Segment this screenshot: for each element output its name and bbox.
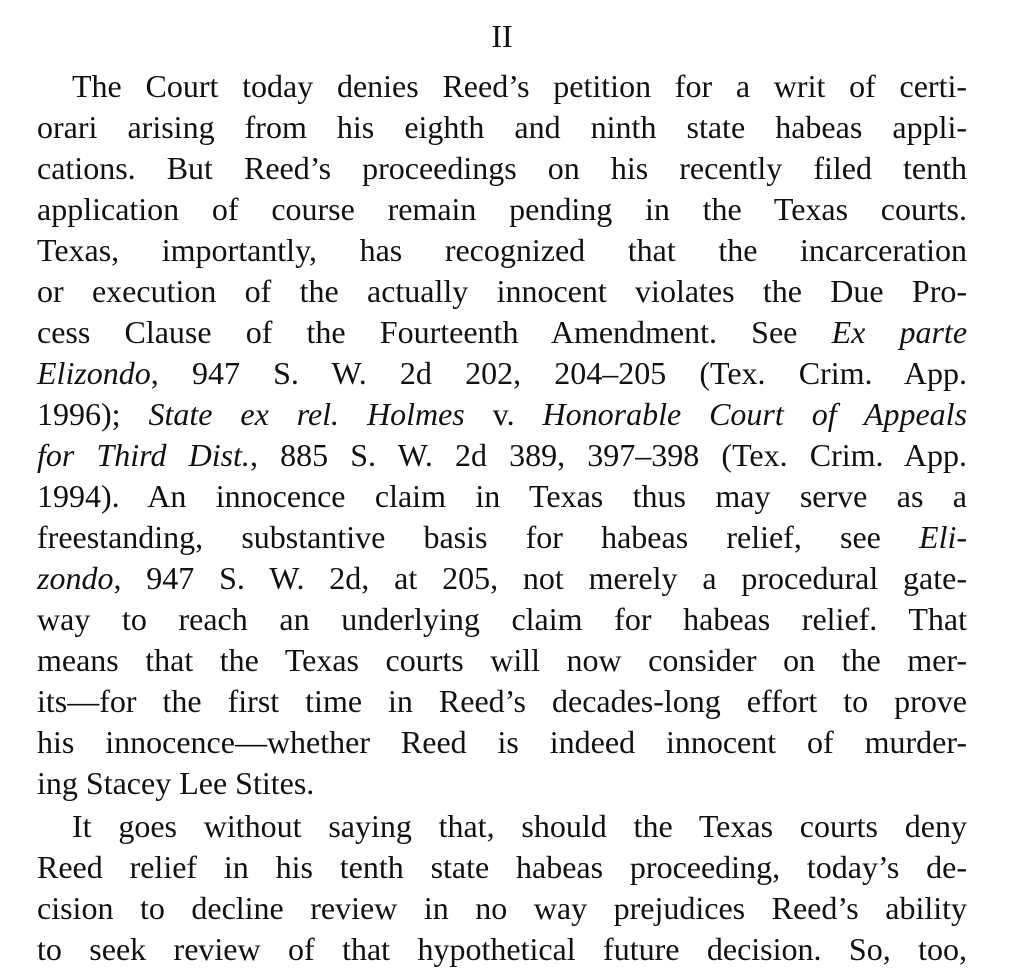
text-line: ing Stacey Lee Stites. [37, 765, 315, 801]
case-name: zondo [37, 560, 114, 596]
text-line: or execution of the actually innocent violates the Due Pro- [37, 273, 967, 309]
section-heading: II [491, 18, 513, 54]
text-line: means that the Texas courts will now consider on the mer- [37, 642, 967, 678]
text-line: Reed relief in his tenth state habeas proceeding, today’s de- [37, 849, 967, 885]
text-line: cess Clause of the Fourteenth Amendment. See Ex parte [37, 314, 968, 350]
text-line: 1994). An innocence claim in Texas thus may serve as a [37, 478, 967, 514]
case-name: for Third Dist. [37, 437, 250, 473]
text-line: Elizondo, 947 S. W. 2d 202, 204–205 (Tex. Crim. App. [37, 355, 967, 391]
case-name: Eli- [919, 519, 968, 555]
text-line: Texas, importantly, has recognized that the incarceration [37, 232, 967, 268]
text-line: The Court today denies Reed’s petition for a writ of certi- [72, 68, 967, 104]
text-line: for Third Dist., 885 S. W. 2d 389, 397–398 (Tex. Crim. App. [37, 437, 968, 473]
text-line: orari arising from his eighth and ninth state habeas appli- [37, 109, 967, 145]
case-name: Honorable Court of Appeals [542, 396, 968, 432]
case-name: Elizondo [37, 355, 151, 391]
case-name: State ex rel. Holmes [148, 396, 465, 432]
text-line: way to reach an underlying claim for habeas relief. That [37, 601, 967, 637]
text-line: his innocence—whether Reed is indeed innocent of murder- [37, 724, 967, 760]
text-line: application of course remain pending in the Texas courts. [37, 191, 967, 227]
text-line: cations. But Reed’s proceedings on his recently filed tenth [37, 150, 967, 186]
case-name: Ex parte [831, 314, 968, 350]
text-line: its—for the first time in Reed’s decades-long effort to prove [37, 683, 967, 719]
text-line: 1996); State ex rel. Holmes v. Honorable Court of Appeals [37, 396, 968, 432]
text-line: zondo, 947 S. W. 2d, at 205, not merely a procedural gate- [37, 560, 967, 596]
text-line: to seek review of that hypothetical future decision. So, too, [37, 931, 967, 967]
text-line: cision to decline review in no way prejudices Reed’s ability [37, 890, 967, 926]
text-line: It goes without saying that, should the Texas courts deny [72, 808, 967, 844]
text-line: freestanding, substantive basis for habeas relief, see Eli- [37, 519, 968, 555]
